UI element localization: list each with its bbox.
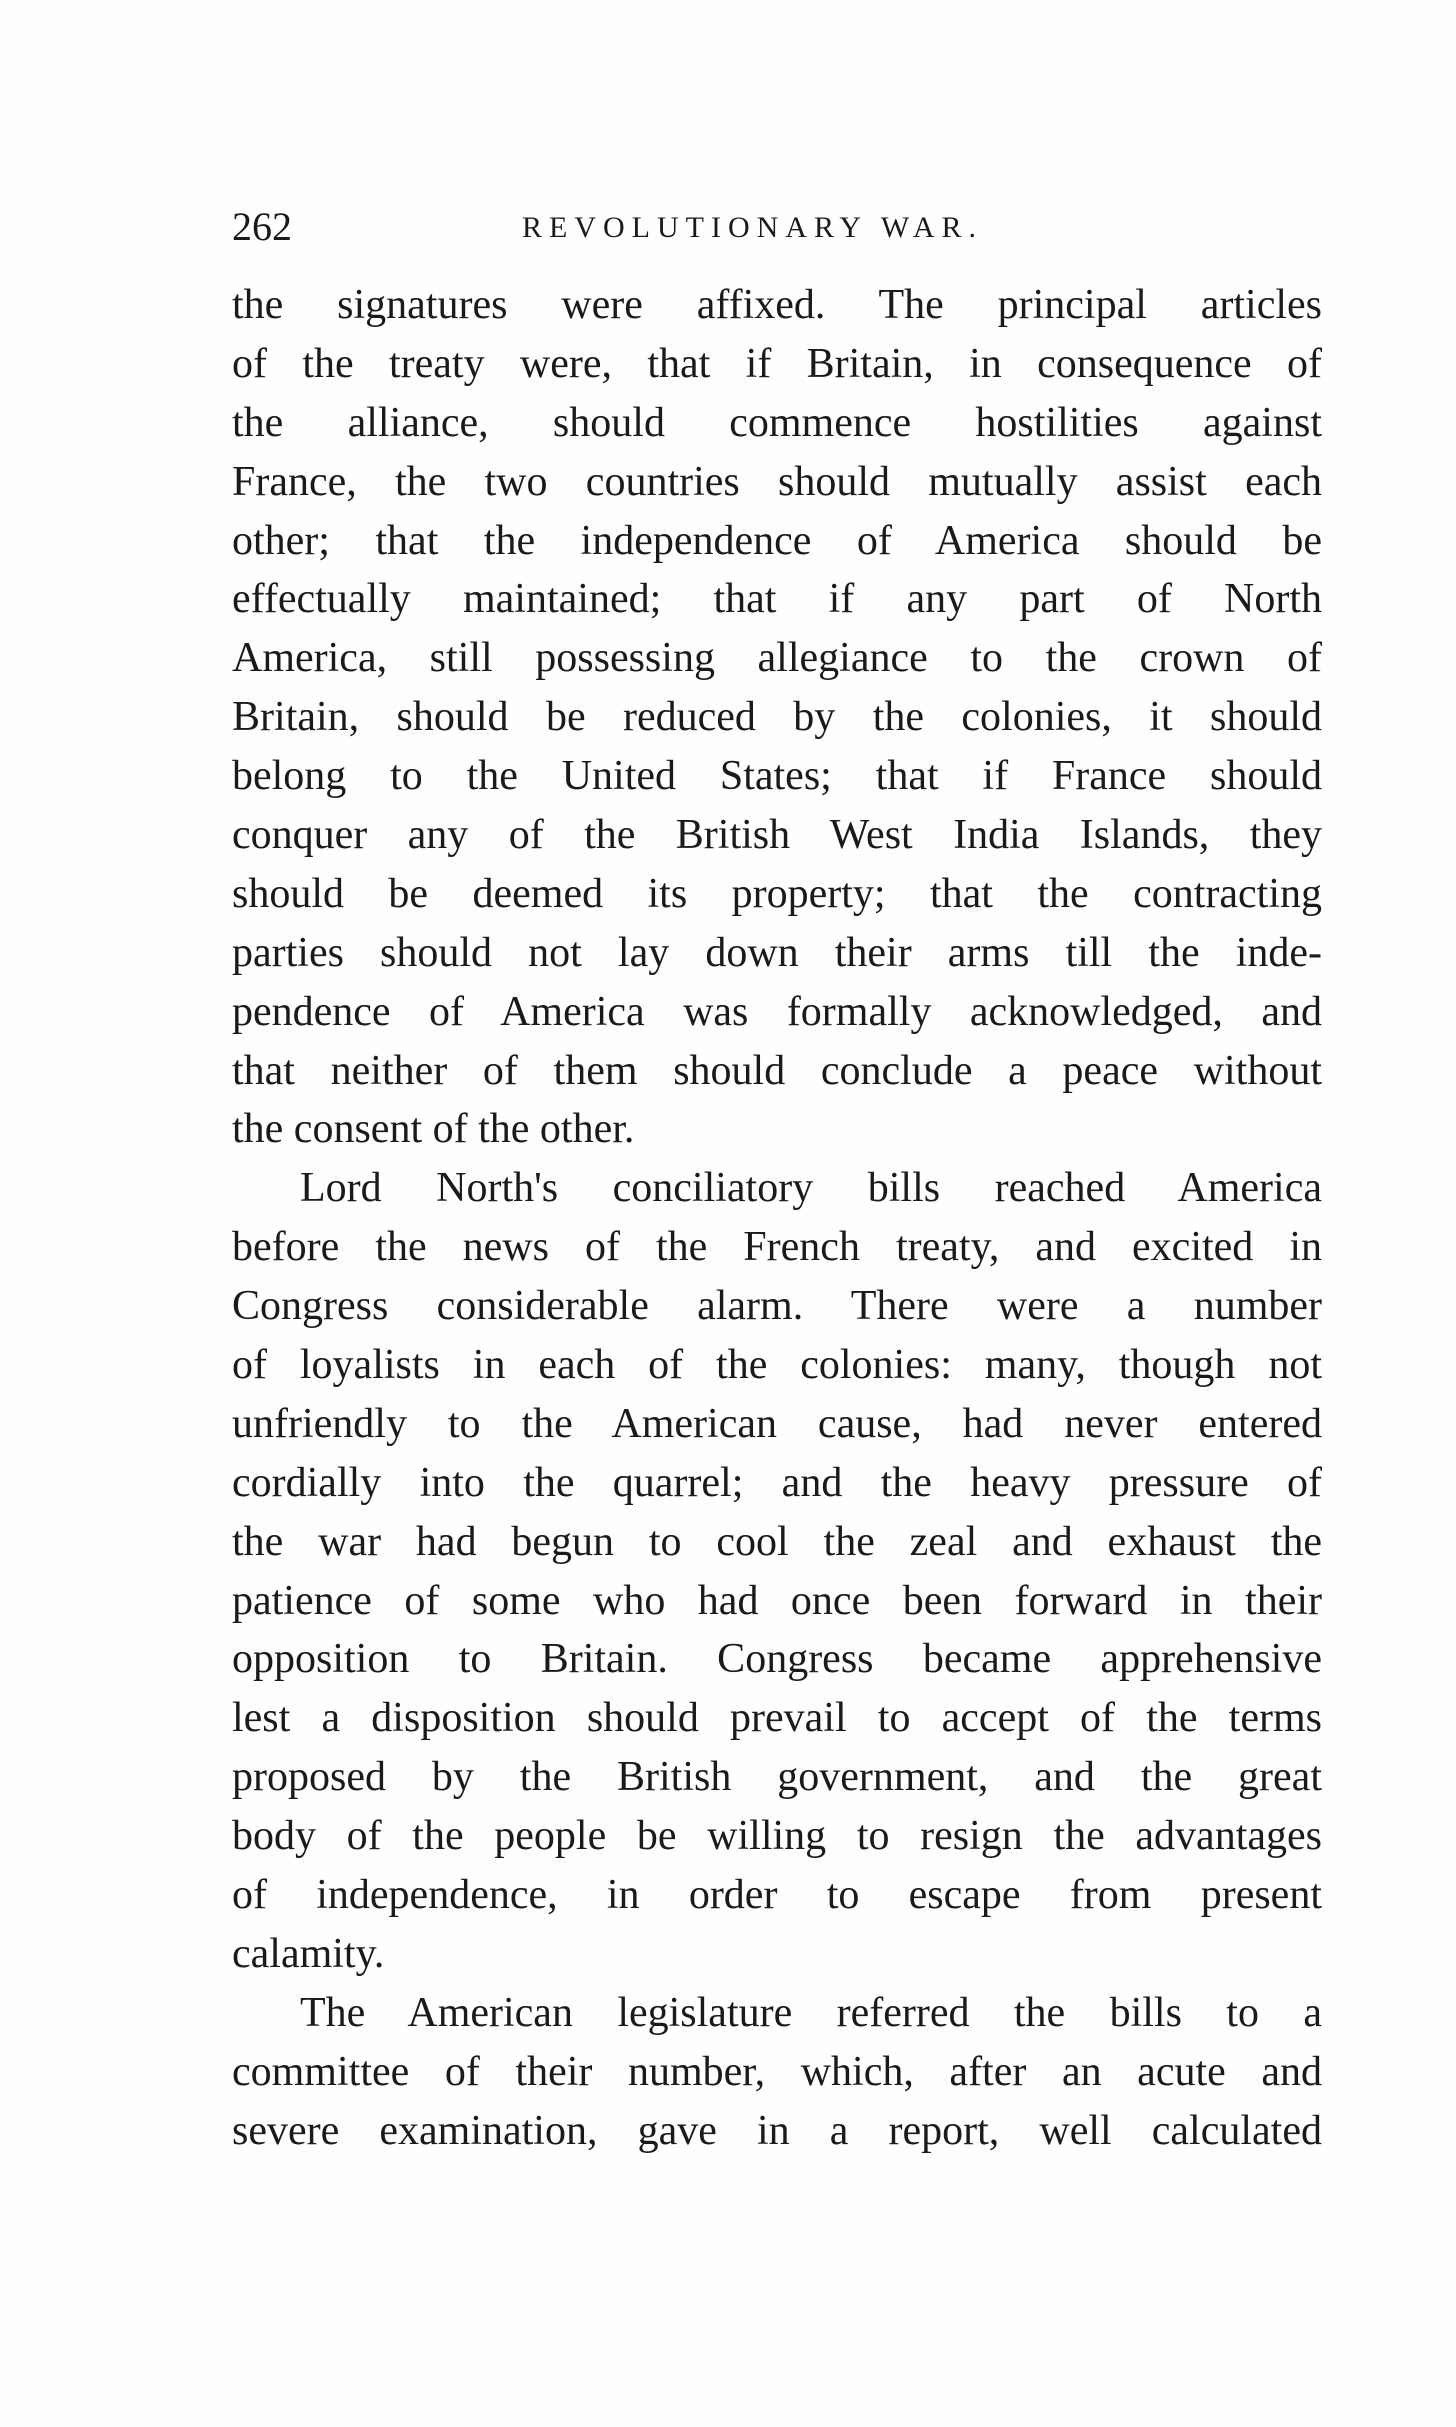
text-line: the war had begun to cool the zeal and exhaust the (232, 1518, 1322, 1565)
text-line: The American legislature referred the bills to a (300, 1989, 1322, 2036)
text-line: Congress considerable alarm. There were a number (232, 1283, 1322, 1330)
text-line: patience of some who had once been forward in their (232, 1577, 1322, 1624)
text-line: of loyalists in each of the colonies: many, though not (232, 1342, 1322, 1389)
page-header (232, 203, 1322, 263)
text-line: Britain, should be reduced by the colonies, it should (232, 694, 1322, 741)
text-line: severe examination, gave in a report, well calculated (232, 2107, 1322, 2154)
text-line: other; that the independence of America should be (232, 517, 1322, 564)
text-line: effectually maintained; that if any part of North (232, 576, 1322, 623)
text-line: committee of their number, which, after an acute and (232, 2048, 1322, 2095)
paragraph (232, 1984, 1322, 2161)
body-text (232, 276, 1322, 2161)
text-line: calamity. (232, 1930, 385, 1977)
text-line: of independence, in order to escape from present (232, 1872, 1322, 1919)
text-line: France, the two countries should mutually assist each (232, 458, 1322, 505)
paragraph (232, 1159, 1322, 1983)
text-line: the alliance, should commence hostilities against (232, 399, 1322, 446)
text-line: the signatures were affixed. The principal articles (232, 282, 1322, 328)
text-line: lest a disposition should prevail to accept of the terms (232, 1695, 1322, 1742)
text-line: of the treaty were, that if Britain, in consequence of (232, 340, 1322, 387)
paragraph (232, 276, 1322, 1159)
text-line: pendence of America was formally acknowledged, and (232, 988, 1322, 1035)
text-line: the consent of the other. (232, 1106, 635, 1153)
text-line: conquer any of the British West India Islands, they (232, 812, 1322, 859)
text-line: before the news of the French treaty, and excited in (232, 1224, 1322, 1271)
text-line: that neither of them should conclude a peace without (232, 1047, 1322, 1094)
text-line: parties should not lay down their arms till the inde- (232, 929, 1322, 976)
text-line: unfriendly to the American cause, had never entered (232, 1400, 1322, 1447)
text-line: body of the people be willing to resign the advantages (232, 1813, 1322, 1860)
text-line: opposition to Britain. Congress became apprehensive (232, 1636, 1322, 1683)
running-head: REVOLUTIONARY WAR. (522, 211, 983, 244)
page-number: 262 (232, 204, 292, 249)
text-line: America, still possessing allegiance to the crown of (232, 635, 1322, 682)
text-line: should be deemed its property; that the contracting (232, 870, 1322, 917)
text-line: cordially into the quarrel; and the heavy pressure of (232, 1459, 1322, 1506)
text-line: Lord North's conciliatory bills reached America (300, 1165, 1322, 1212)
text-line: belong to the United States; that if France should (232, 753, 1322, 800)
text-line: proposed by the British government, and the great (232, 1754, 1322, 1801)
